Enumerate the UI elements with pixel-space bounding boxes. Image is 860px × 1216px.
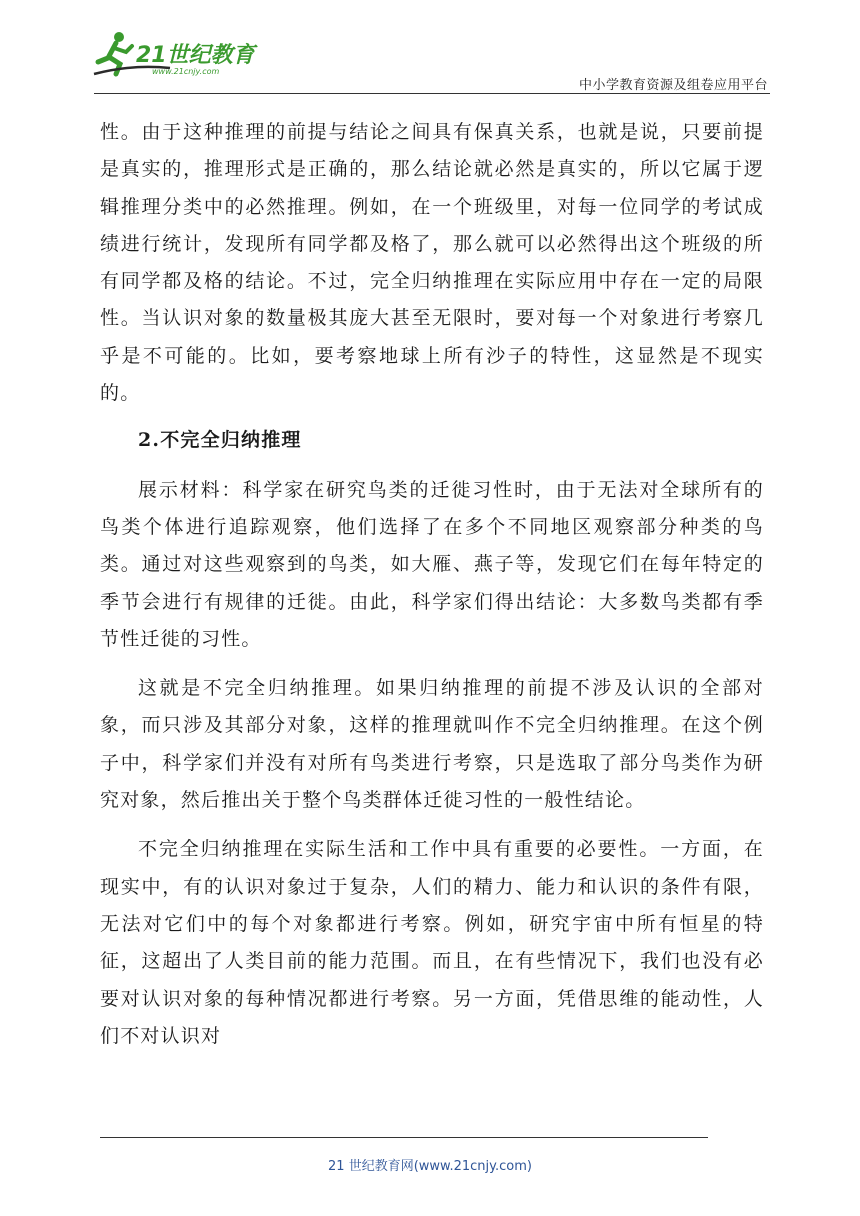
paragraph-3: 这就是不完全归纳推理。如果归纳推理的前提不涉及认识的全部对象，而只涉及其部分对象，这样的推理就叫作不完全归纳推理。在这个例子中，科学家们并没有对所有鸟类进行考察，只是选取了部分鸟类作为研究对象，然后推出关于整个鸟类群体迁徙习性的一般性结论。: [100, 677, 764, 812]
header-divider: [94, 93, 770, 94]
platform-name: 中小学教育资源及组卷应用平台: [578, 78, 768, 93]
footer-divider: [100, 1137, 708, 1138]
paragraph-1: 性。由于这种推理的前提与结论之间具有保真关系，也就是说，只要前提是真实的，推理形式是正确的，那么结论就必然是真实的，所以它属于逻辑推理分类中的必然推理。例如，在一个班级里，对每一位同学的考试成绩进行统计，发现所有同学都及格了，那么就可以必然得出这个班级的所有同学都及格的结论。不过，完全归纳推理在实际应用中存在一定的局限性。当认识对象的数量极其庞大甚至无限时，要对每一个对象进行考察几乎是不可能的。比如，要考察地球上所有沙子的特性，这显然是不现实的。: [100, 121, 764, 405]
paragraph-4: 不完全归纳推理在实际生活和工作中具有重要的必要性。一方面，在现实中，有的认识对象过于复杂，人们的精力、能力和认识的条件有限，无法对它们中的每个对象都进行考察。例如，研究宇宙中所有恒星的特征，这超出了人类目前的能力范围。而且，在有些情况下，我们也没有必要对认识对象的每种情况都进行考察。另一方面，凭借思维的能动性，人们不对认识对: [100, 838, 764, 1047]
logo-url: www.21cnjy.com: [152, 67, 220, 76]
site-logo: [92, 28, 262, 82]
runner-logo-icon: [92, 28, 262, 82]
page-footer[interactable]: 21 世纪教育网(www.21cnjy.com): [328, 1159, 532, 1174]
document-body: [100, 114, 764, 1055]
section-heading: 2.不完全归纳推理: [138, 429, 302, 452]
page-header: [92, 28, 768, 92]
logo-text: 21世纪教育: [136, 43, 255, 68]
paragraph-2: 展示材料：科学家在研究鸟类的迁徙习性时，由于无法对全球所有的鸟类个体进行追踪观察，他们选择了在多个不同地区观察部分种类的鸟类。通过对这些观察到的鸟类，如大雁、燕子等，发现它们在每年特定的季节会进行有规律的迁徙。由此，科学家们得出结论：大多数鸟类都有季节性迁徙的习性。: [100, 478, 764, 650]
